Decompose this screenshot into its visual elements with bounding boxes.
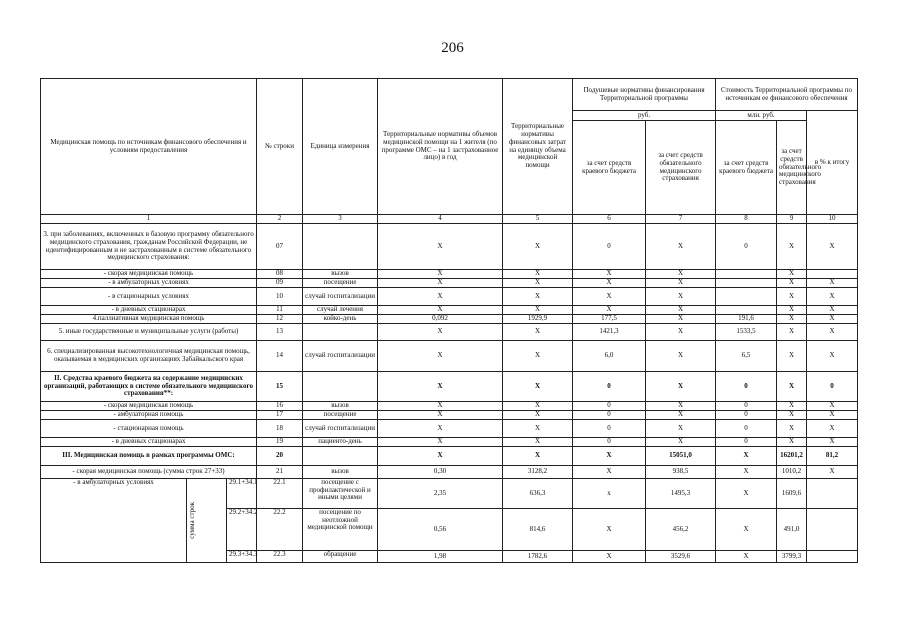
volume-cell: X xyxy=(378,306,503,315)
cost-cell: X xyxy=(503,288,573,306)
column-number: 6 xyxy=(573,215,646,224)
volume-cell: X xyxy=(378,288,503,306)
row-number-cell: 08 xyxy=(257,270,303,279)
care-type-cell: - в дневных стационарах xyxy=(41,306,257,315)
row-number-cell: 22.2 xyxy=(257,509,303,551)
oms-cost-cell: 1010,2 xyxy=(777,466,807,479)
percent-cell: X xyxy=(807,288,858,306)
unit-cell: койко-день xyxy=(303,315,378,324)
volume-cell: X xyxy=(378,402,503,411)
unit-cell: посещение по неотложной медицинской помощи xyxy=(303,509,378,551)
oms-per-capita-cell: 3529,6 xyxy=(646,551,716,563)
cost-cell: X xyxy=(503,224,573,270)
oms-cost-cell: X xyxy=(777,224,807,270)
table-row xyxy=(41,315,858,324)
table-row xyxy=(41,372,858,402)
percent-cell: X xyxy=(807,279,858,288)
cost-cell: X xyxy=(503,372,573,402)
volume-cell: X xyxy=(378,270,503,279)
volume-cell: X xyxy=(378,279,503,288)
oms-cost-cell: 16201,2 xyxy=(777,447,807,466)
table-row xyxy=(41,224,858,270)
cost-cell: X xyxy=(503,306,573,315)
oms-cost-cell: X xyxy=(777,420,807,438)
oms-per-capita-cell: X xyxy=(646,420,716,438)
percent-cell: X xyxy=(807,324,858,341)
cost-cell: 636,3 xyxy=(503,479,573,509)
care-type-cell: - амбулаторная помощь xyxy=(41,411,257,420)
oms-per-capita-cell: X xyxy=(646,402,716,411)
volume-cell: X xyxy=(378,411,503,420)
header-oms-per-capita: за счет средств обязательного медицинского страхования xyxy=(646,121,716,215)
regional-cost-cell: 6,5 xyxy=(716,341,777,372)
oms-per-capita-cell: 1495,3 xyxy=(646,479,716,509)
header-unit: Единица измерения xyxy=(303,79,378,215)
oms-cost-cell: X xyxy=(777,411,807,420)
regional-per-capita-cell: X xyxy=(573,447,646,466)
regional-cost-cell: 0 xyxy=(716,224,777,270)
table-row xyxy=(41,279,858,288)
volume-cell: X xyxy=(378,324,503,341)
oms-cost-cell: X xyxy=(777,279,807,288)
regional-cost-cell: 0 xyxy=(716,438,777,447)
cost-cell: X xyxy=(503,324,573,341)
cost-cell: X xyxy=(503,438,573,447)
regional-cost-cell xyxy=(716,279,777,288)
regional-cost-cell xyxy=(716,306,777,315)
care-type-cell: II. Средства краевого бюджета на содержание медицинских организаций, работающих в системе обязательного медицинского страхования**: xyxy=(41,372,257,402)
table-row xyxy=(41,270,858,279)
column-number: 9 xyxy=(777,215,807,224)
percent-cell: X xyxy=(807,306,858,315)
column-number: 4 xyxy=(378,215,503,224)
oms-cost-cell: X xyxy=(777,306,807,315)
cost-cell: X xyxy=(503,420,573,438)
care-type-cell: - в амбулаторных условиях xyxy=(41,479,187,563)
table-row xyxy=(41,466,858,479)
oms-cost-cell: 3799,3 xyxy=(777,551,807,563)
regional-per-capita-cell: 6,0 xyxy=(573,341,646,372)
unit-cell: обращение xyxy=(303,551,378,563)
percent-cell: 81,2 xyxy=(807,447,858,466)
oms-cost-cell: 1609,6 xyxy=(777,479,807,509)
row-number-cell: 09 xyxy=(257,279,303,288)
percent-cell xyxy=(807,270,858,279)
unit-cell: вызов xyxy=(303,270,378,279)
regional-per-capita-cell: 0 xyxy=(573,402,646,411)
regional-cost-cell: X xyxy=(716,551,777,563)
regional-per-capita-cell: 0 xyxy=(573,411,646,420)
regional-per-capita-cell: X xyxy=(573,509,646,551)
header-oms-cost: за счет средств обязательного медицинского страхования xyxy=(777,121,807,215)
table-row xyxy=(41,324,858,341)
oms-per-capita-cell: X xyxy=(646,438,716,447)
oms-cost-cell: X xyxy=(777,288,807,306)
oms-per-capita-cell: X xyxy=(646,270,716,279)
table-row xyxy=(41,447,858,466)
regional-cost-cell: X xyxy=(716,479,777,509)
column-number: 7 xyxy=(646,215,716,224)
cost-cell: 1929,9 xyxy=(503,315,573,324)
oms-per-capita-cell: X xyxy=(646,324,716,341)
volume-cell: X xyxy=(378,372,503,402)
row-number-cell: 11 xyxy=(257,306,303,315)
care-type-cell: - стационарная помощь xyxy=(41,420,257,438)
unit-cell xyxy=(303,447,378,466)
volume-cell: X xyxy=(378,420,503,438)
care-type-cell: 5. иные государственные и муниципальные услуги (работы) xyxy=(41,324,257,341)
header-row-number: № строки xyxy=(257,79,303,215)
header-care-type: Медицинская помощь по источникам финансового обеспечения и условиям предоставления xyxy=(41,79,257,215)
oms-cost-cell: X xyxy=(777,341,807,372)
sum-reference-cell: 29.1+34.1 xyxy=(227,479,257,509)
row-number-cell: 22.3 xyxy=(257,551,303,563)
care-type-cell: - скорая медицинская помощь (сумма строк 27+33) xyxy=(41,466,257,479)
oms-per-capita-cell: X xyxy=(646,306,716,315)
cost-cell: X xyxy=(503,341,573,372)
care-type-cell: - в дневных стационарах xyxy=(41,438,257,447)
regional-per-capita-cell: 0 xyxy=(573,438,646,447)
percent-cell: 0 xyxy=(807,372,858,402)
care-type-cell: 4.паллиативная медицинская помощь xyxy=(41,315,257,324)
row-number-cell: 07 xyxy=(257,224,303,270)
row-number-cell: 12 xyxy=(257,315,303,324)
cost-cell: 814,6 xyxy=(503,509,573,551)
oms-per-capita-cell: X xyxy=(646,315,716,324)
cost-cell: 1782,6 xyxy=(503,551,573,563)
regional-per-capita-cell: X xyxy=(573,551,646,563)
header-cost-group: Стоимость Территориальной программы по источникам ее финансового обеспечения xyxy=(716,79,858,111)
care-type-cell: - скорая медицинская помощь xyxy=(41,402,257,411)
unit-cell: посещение xyxy=(303,411,378,420)
header-percent: в % к итогу xyxy=(807,111,858,215)
regional-cost-cell xyxy=(716,270,777,279)
table-row xyxy=(41,341,858,372)
row-number-cell: 19 xyxy=(257,438,303,447)
regional-per-capita-cell: 177,5 xyxy=(573,315,646,324)
table-row xyxy=(41,306,858,315)
unit-cell: случай госпитализации xyxy=(303,288,378,306)
unit-cell xyxy=(303,224,378,270)
cost-cell: X xyxy=(503,411,573,420)
regional-cost-cell: 1533,5 xyxy=(716,324,777,341)
header-regional-cost: за счет средств краевого бюджета xyxy=(716,121,777,215)
regional-per-capita-cell: x xyxy=(573,479,646,509)
oms-per-capita-cell: X xyxy=(646,411,716,420)
unit-cell: вызов xyxy=(303,402,378,411)
oms-per-capita-cell: X xyxy=(646,372,716,402)
column-number: 1 xyxy=(41,215,257,224)
unit-cell: случай госпитализации xyxy=(303,341,378,372)
care-type-cell: 3. при заболеваниях, включенных в базовую программу обязательного медицинского страхования, гражданам Российской Федерации, не идентифицированным и не застрахованным в системе обязательного медицинского страхования: xyxy=(41,224,257,270)
table-row xyxy=(41,479,858,509)
care-type-cell: 6. специализированная высокотехнологичная медицинская помощь, оказываемая в медицинских организациях Забайкальского края xyxy=(41,341,257,372)
volume-cell: X xyxy=(378,447,503,466)
percent-cell xyxy=(807,551,858,563)
oms-cost-cell: 491,0 xyxy=(777,509,807,551)
percent-cell: X xyxy=(807,420,858,438)
oms-cost-cell: X xyxy=(777,315,807,324)
regional-per-capita-cell: X xyxy=(573,306,646,315)
table-row xyxy=(41,438,858,447)
volume-cell: 0,092 xyxy=(378,315,503,324)
unit-cell: случай госпитализации xyxy=(303,420,378,438)
regional-per-capita-cell: 0 xyxy=(573,420,646,438)
header-unit-rub: руб. xyxy=(573,111,716,121)
regional-cost-cell: 0 xyxy=(716,420,777,438)
column-number: 2 xyxy=(257,215,303,224)
header-cost-norms: Территориальные нормативы финансовых затрат на единицу объема медицинской помощи xyxy=(503,79,573,215)
percent-cell: X xyxy=(807,402,858,411)
row-number-cell: 14 xyxy=(257,341,303,372)
row-number-cell: 15 xyxy=(257,372,303,402)
sum-label-cell xyxy=(187,479,227,563)
unit-cell: пациенто-день xyxy=(303,438,378,447)
row-number-cell: 10 xyxy=(257,288,303,306)
regional-cost-cell: 0 xyxy=(716,372,777,402)
oms-cost-cell: X xyxy=(777,372,807,402)
header-per-capita-group: Подушевые нормативы финансирования Территориальной программы xyxy=(573,79,716,111)
cost-cell: X xyxy=(503,447,573,466)
regional-cost-cell: X xyxy=(716,447,777,466)
percent-cell: X xyxy=(807,466,858,479)
cost-cell: X xyxy=(503,279,573,288)
sum-reference-cell: 29.3+34.3 xyxy=(227,551,257,563)
sum-rows-label: сумма строк xyxy=(188,502,196,539)
regional-per-capita-cell: 0 xyxy=(573,372,646,402)
unit-cell: случай лечения xyxy=(303,306,378,315)
unit-cell xyxy=(303,372,378,402)
header-volume-norms: Территориальные нормативы объемов медицинской помощи на 1 жителя (по программе ОМС – на 1 застрахованное лицо) в год xyxy=(378,79,503,215)
regional-per-capita-cell: X xyxy=(573,270,646,279)
column-number: 10 xyxy=(807,215,858,224)
oms-per-capita-cell: 938,5 xyxy=(646,466,716,479)
regional-cost-cell: X xyxy=(716,509,777,551)
volume-cell: 0,56 xyxy=(378,509,503,551)
table-row xyxy=(41,411,858,420)
row-number-cell: 17 xyxy=(257,411,303,420)
regional-per-capita-cell: 0 xyxy=(573,224,646,270)
oms-cost-cell: X xyxy=(777,324,807,341)
percent-cell xyxy=(807,509,858,551)
unit-cell xyxy=(303,324,378,341)
table-row xyxy=(41,288,858,306)
column-number: 5 xyxy=(503,215,573,224)
column-number: 8 xyxy=(716,215,777,224)
oms-per-capita-cell: X xyxy=(646,224,716,270)
row-number-cell: 16 xyxy=(257,402,303,411)
care-type-cell: III. Медицинская помощь в рамках программы ОМС: xyxy=(41,447,257,466)
regional-per-capita-cell: 1421,3 xyxy=(573,324,646,341)
oms-per-capita-cell: 456,2 xyxy=(646,509,716,551)
row-number-cell: 18 xyxy=(257,420,303,438)
unit-cell: вызов xyxy=(303,466,378,479)
care-type-cell: - в амбулаторных условиях xyxy=(41,279,257,288)
row-number-cell: 22.1 xyxy=(257,479,303,509)
regional-cost-cell: 0 xyxy=(716,411,777,420)
volume-cell: 2,35 xyxy=(378,479,503,509)
header-regional-per-capita: за счет средств краевого бюджета xyxy=(573,121,646,215)
column-number: 3 xyxy=(303,215,378,224)
cost-cell: 3128,2 xyxy=(503,466,573,479)
regional-per-capita-cell: X xyxy=(573,288,646,306)
table-row xyxy=(41,402,858,411)
percent-cell: X xyxy=(807,224,858,270)
care-type-cell: - скорая медицинская помощь xyxy=(41,270,257,279)
percent-cell: X xyxy=(807,438,858,447)
volume-cell: X xyxy=(378,341,503,372)
row-number-cell: 13 xyxy=(257,324,303,341)
oms-per-capita-cell: X xyxy=(646,288,716,306)
volume-cell: X xyxy=(378,438,503,447)
percent-cell xyxy=(807,479,858,509)
percent-cell: X xyxy=(807,341,858,372)
volume-cell: 1,98 xyxy=(378,551,503,563)
oms-per-capita-cell: 15051,0 xyxy=(646,447,716,466)
oms-cost-cell: X xyxy=(777,402,807,411)
oms-cost-cell: X xyxy=(777,270,807,279)
care-type-cell: - в стационарных условиях xyxy=(41,288,257,306)
volume-cell: X xyxy=(378,224,503,270)
oms-per-capita-cell: X xyxy=(646,279,716,288)
percent-cell: X xyxy=(807,411,858,420)
unit-cell: посещение с профилактической и иными целями xyxy=(303,479,378,509)
oms-per-capita-cell: X xyxy=(646,341,716,372)
financing-table xyxy=(40,78,858,563)
regional-per-capita-cell: X xyxy=(573,466,646,479)
row-number-cell: 20 xyxy=(257,447,303,466)
regional-cost-cell xyxy=(716,288,777,306)
header-unit-mln: млн. руб. xyxy=(716,111,807,121)
regional-cost-cell: 0 xyxy=(716,402,777,411)
table-row xyxy=(41,420,858,438)
unit-cell: посещение xyxy=(303,279,378,288)
oms-cost-cell: X xyxy=(777,438,807,447)
column-numbers-row xyxy=(41,215,858,224)
cost-cell: X xyxy=(503,270,573,279)
volume-cell: 0,30 xyxy=(378,466,503,479)
regional-per-capita-cell: X xyxy=(573,279,646,288)
sum-reference-cell: 29.2+34.2 xyxy=(227,509,257,551)
page-number: 206 xyxy=(441,40,464,56)
row-number-cell: 21 xyxy=(257,466,303,479)
percent-cell: X xyxy=(807,315,858,324)
cost-cell: X xyxy=(503,402,573,411)
regional-cost-cell: 191,6 xyxy=(716,315,777,324)
regional-cost-cell: X xyxy=(716,466,777,479)
